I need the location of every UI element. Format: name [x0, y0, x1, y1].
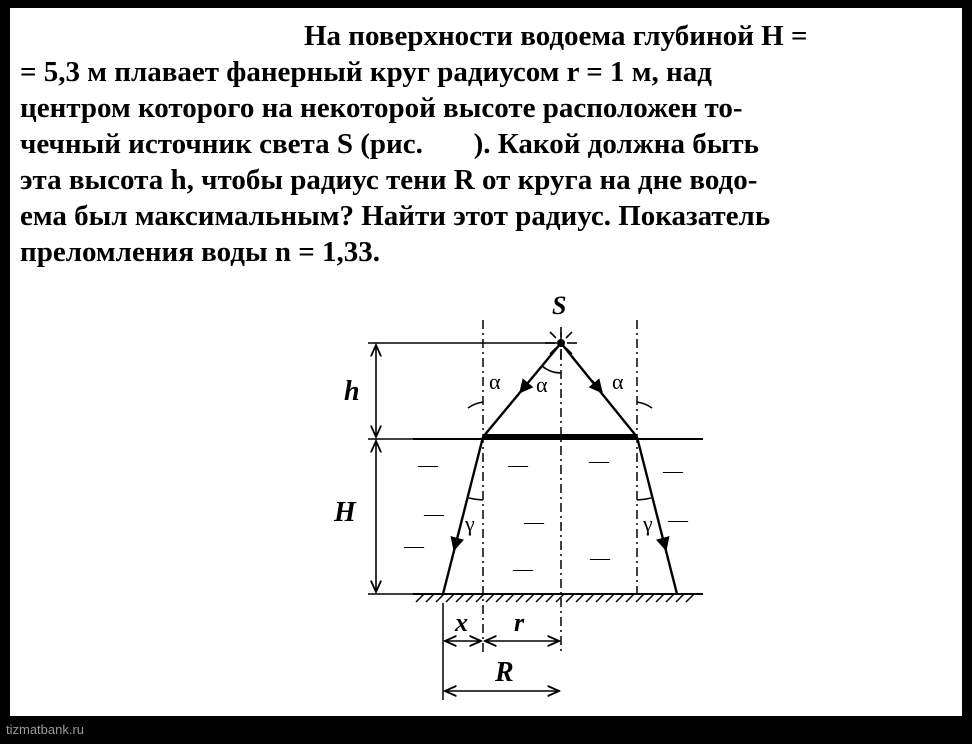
watermark-text: tizmatbank.ru — [6, 722, 85, 737]
water-mark: — — [404, 535, 424, 557]
gamma-right-label: γ — [643, 511, 653, 536]
H-label: H — [334, 497, 356, 528]
problem-line-5: эта высота h, чтобы радиус тени R от круга на дне водо- — [20, 164, 758, 196]
alpha-right-label: α — [612, 369, 624, 394]
water-mark: — — [589, 450, 609, 472]
ray-right-air-arrow — [592, 381, 602, 393]
ray-left-water — [443, 437, 483, 594]
r-label: r — [514, 608, 525, 637]
problem-line-7: преломления воды n = 1,33. — [20, 236, 381, 268]
water-mark: — — [590, 547, 610, 569]
angle-gamma-right-arc — [637, 498, 651, 500]
angle-alpha-right-arc — [637, 402, 652, 408]
problem-line-4: чечный источник света S (рис. ). Какой должна быть — [20, 128, 759, 160]
water-mark: — — [513, 558, 533, 580]
water-mark: — — [508, 454, 528, 476]
gamma-left-label: γ — [465, 511, 475, 536]
x-label: x — [455, 608, 468, 637]
source-label: S — [552, 291, 567, 320]
water-mark: — — [424, 503, 444, 525]
bottom-hatching — [416, 594, 694, 602]
problem-line-3: центром которого на некоторой высоте расположен то- — [20, 92, 743, 124]
problem-line-1: На поверхности водоема глубиной H = — [304, 20, 808, 52]
water-mark: — — [524, 511, 544, 533]
water-mark: — — [418, 454, 438, 476]
alpha-left-label: α — [489, 369, 501, 394]
angle-gamma-left-arc — [469, 498, 483, 500]
angle-alpha-left-arc — [468, 402, 483, 408]
R-label: R — [495, 657, 514, 688]
water-mark: — — [668, 509, 688, 531]
water-mark: — — [663, 460, 683, 482]
ray-left-air-arrow — [520, 381, 530, 393]
alpha-center-label: α — [536, 372, 548, 397]
problem-line-6: ема был максимальным? Найти этот радиус. Показатель — [20, 200, 771, 232]
problem-line-2: = 5,3 м плавает фанерный круг радиусом r = 1 м, над — [20, 56, 712, 88]
h-label: h — [344, 376, 360, 407]
